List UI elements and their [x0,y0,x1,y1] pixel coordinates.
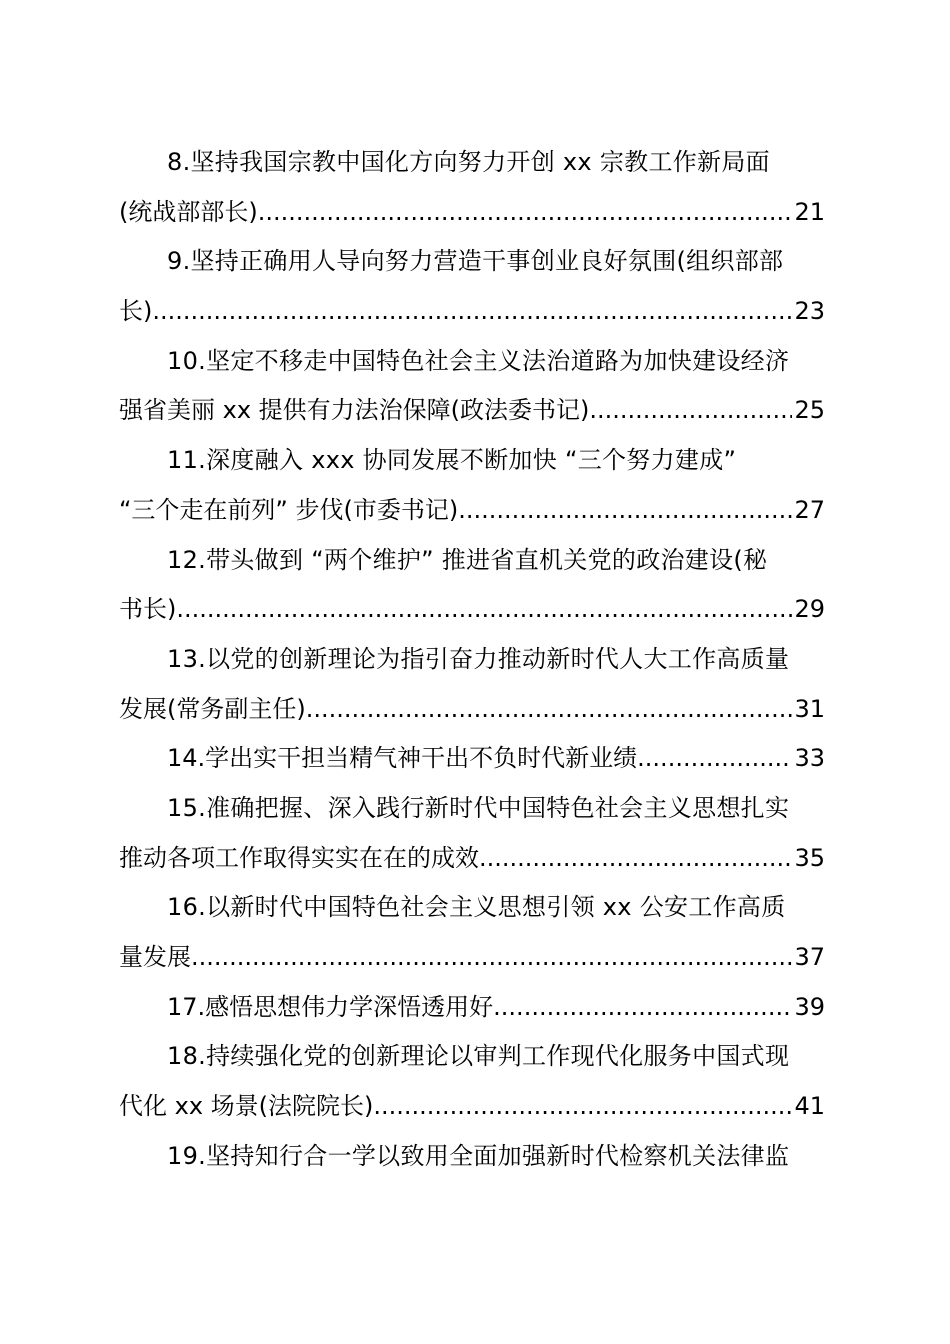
table-of-contents [119,138,825,1181]
toc-entry-13-line1: 13.以党的创新理论为指引奋力推动新时代人大工作高质量 [167,644,790,673]
toc-entry-11-page: 27 [794,495,825,524]
toc-entry-16-text: 量发展 [119,943,191,971]
toc-entry-10-text: 强省美丽 xx 提供有力法治保障(政法委书记) [119,396,590,425]
dot-leader [191,933,792,983]
dot-leader [176,585,792,635]
toc-entry-8-page: 21 [794,197,825,226]
dot-leader [493,983,792,1033]
dot-leader [637,734,792,784]
toc-entry-11-line1: 11.深度融入 xxx 协同发展不断加快 “三个努力建成” [167,446,737,475]
toc-entry-9-line2 [119,287,825,337]
dot-leader [479,834,792,884]
toc-entry-15-line1: 15.准确把握、深入践行新时代中国特色社会主义思想扎实 [167,793,790,822]
toc-entry-16-line1: 16.以新时代中国特色社会主义思想引领 xx 公安工作高质 [167,893,786,922]
toc-entry-9-page: 23 [794,297,825,326]
toc-entry-12-text: 书长) [119,595,177,624]
toc-entry-15-page: 35 [794,843,825,872]
toc-entry-12-line2 [119,585,825,635]
dot-leader [458,486,792,536]
dot-leader [306,685,793,735]
toc-entry-17-line1 [119,983,825,1033]
toc-entry-10-page: 25 [794,396,825,425]
toc-entry-10-line1: 10.坚定不移走中国特色社会主义法治道路为加快建设经济 [167,346,790,375]
toc-entry-19-line1: 19.坚持知行合一学以致用全面加强新时代检察机关法律监 [167,1141,790,1170]
toc-entry-18-text: 代化 xx 场景(法院院长) [119,1092,374,1121]
toc-entry-12-page: 29 [794,595,825,624]
toc-entry-13-line2 [119,685,825,735]
toc-entry-17-text: 17.感悟思想伟力学深悟透用好 [167,992,494,1021]
toc-entry-9-line1: 9.坚持正确用人导向努力营造干事创业良好氛围(组织部部 [167,247,784,276]
dot-leader [373,1082,792,1132]
toc-entry-8-text: (统战部部长) [119,197,258,226]
toc-entry-18-line1: 18.持续强化党的创新理论以审判工作现代化服务中国式现 [167,1042,790,1071]
dot-leader [258,188,793,238]
toc-entry-10-line2 [119,386,825,436]
toc-entry-13-page: 31 [794,694,825,723]
toc-entry-14-page: 33 [794,744,825,773]
toc-entry-12-line1: 12.带头做到 “两个维护” 推进省直机关党的政治建设(秘 [167,545,768,574]
toc-entry-17-page: 39 [794,992,825,1021]
toc-entry-15-line2 [119,834,825,884]
dot-leader [589,386,792,436]
toc-entry-9-text: 长) [119,297,153,326]
toc-entry-18-page: 41 [794,1092,825,1121]
toc-entry-16-line2 [119,933,825,983]
toc-entry-15-text: 推动各项工作取得实实在在的成效 [119,843,479,872]
toc-entry-14-text: 14.学出实干担当精气神干出不负时代新业绩 [167,744,638,773]
toc-entry-14-line1 [119,734,825,784]
toc-entry-8-line2 [119,188,825,238]
toc-entry-16-page: 37 [794,943,825,971]
toc-entry-8-line1: 8.坚持我国宗教中国化方向努力开创 xx 宗教工作新局面 [167,148,770,176]
toc-entry-18-line2 [119,1082,825,1132]
toc-entry-11-text: “三个走在前列” 步伐(市委书记) [119,495,459,524]
toc-entry-11-line2 [119,486,825,536]
toc-entry-13-text: 发展(常务副主任) [119,694,306,723]
dot-leader [152,287,792,337]
